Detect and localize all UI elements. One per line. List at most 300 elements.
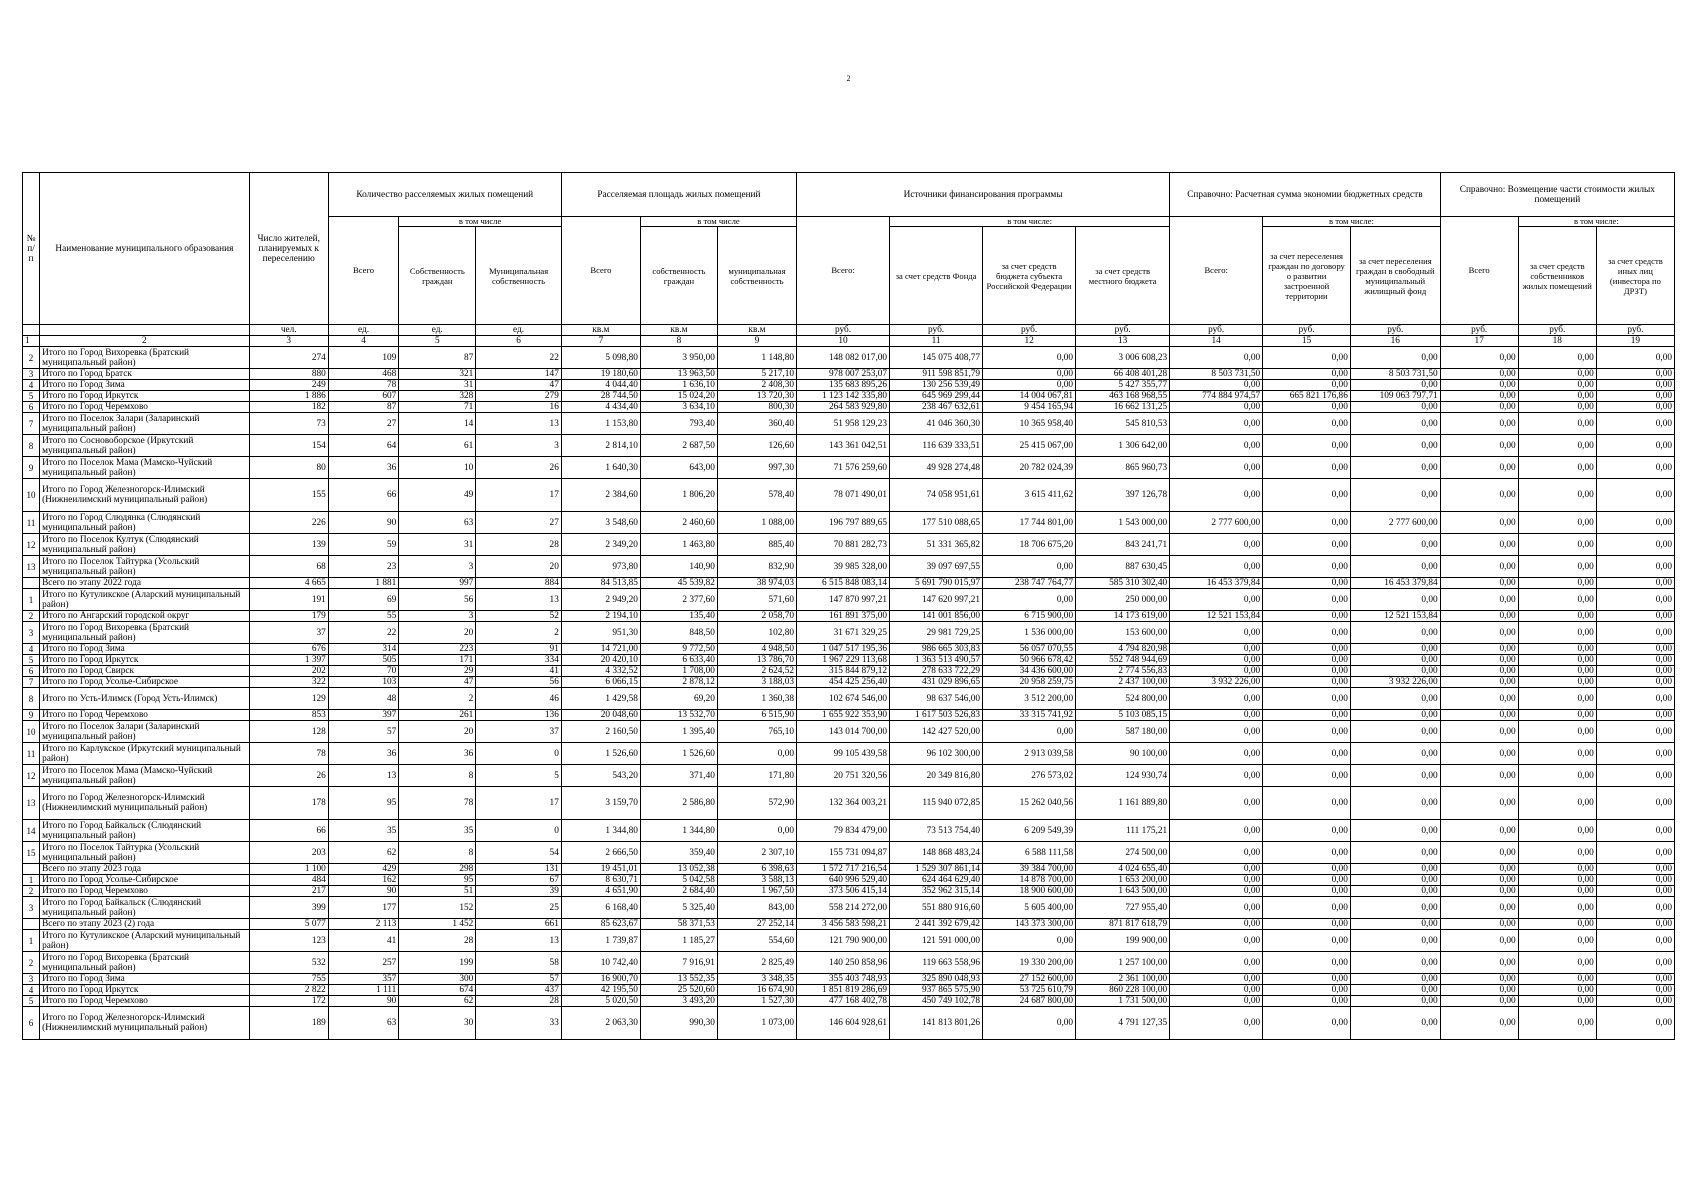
row-number: 2 bbox=[23, 952, 40, 974]
value-cell: 0,00 bbox=[1263, 655, 1351, 666]
value-cell: 274 500,00 bbox=[1076, 842, 1170, 864]
value-cell: 0,00 bbox=[1518, 897, 1596, 919]
value-cell: 39 bbox=[476, 886, 562, 897]
value-cell: 0,00 bbox=[1263, 974, 1351, 985]
municipality-name: Итого по Город Вихоревка (Братский муниципальный район) bbox=[40, 952, 250, 974]
table-row bbox=[23, 897, 1675, 919]
value-cell: 624 464 629,40 bbox=[890, 875, 983, 886]
value-cell: 800,30 bbox=[717, 402, 796, 413]
value-cell: 468 bbox=[328, 369, 399, 380]
value-cell: 20 782 024,39 bbox=[983, 457, 1076, 479]
value-cell: 0,00 bbox=[1440, 589, 1518, 611]
value-cell: 0,00 bbox=[1518, 688, 1596, 710]
value-cell: 1 123 142 335,80 bbox=[797, 391, 890, 402]
value-cell: 0,00 bbox=[1440, 391, 1518, 402]
value-cell: 13 bbox=[328, 765, 399, 787]
value-cell: 532 bbox=[249, 952, 328, 974]
value-cell: 0,00 bbox=[1350, 875, 1440, 886]
row-number: 2 bbox=[23, 347, 40, 369]
header-rooms-incl: в том числе bbox=[399, 217, 562, 227]
value-cell: 0,00 bbox=[983, 1007, 1076, 1040]
value-cell: 0 bbox=[476, 820, 562, 842]
value-cell: 587 180,00 bbox=[1076, 721, 1170, 743]
value-cell: 121 790 900,00 bbox=[797, 930, 890, 952]
value-cell: 1 529 307 861,14 bbox=[890, 864, 983, 875]
column-number: 15 bbox=[1263, 336, 1351, 347]
total-row bbox=[23, 578, 1675, 589]
value-cell: 0,00 bbox=[1263, 875, 1351, 886]
value-cell: 87 bbox=[328, 402, 399, 413]
value-cell: 1 536 000,00 bbox=[983, 622, 1076, 644]
value-cell: 261 bbox=[399, 710, 476, 721]
value-cell: 0,00 bbox=[1170, 666, 1263, 677]
value-cell: 3 159,70 bbox=[561, 787, 640, 820]
row-number: 7 bbox=[23, 677, 40, 688]
value-cell: 431 029 896,65 bbox=[890, 677, 983, 688]
value-cell: 0,00 bbox=[1440, 787, 1518, 820]
header-economy-incl: в том числе: bbox=[1263, 217, 1440, 227]
value-cell: 23 bbox=[328, 556, 399, 578]
value-cell: 357 bbox=[328, 974, 399, 985]
municipality-name: Итого по Город Черемхово bbox=[40, 710, 250, 721]
municipality-name: Итого по Город Байкальск (Слюдянский муниципальный район) bbox=[40, 820, 250, 842]
value-cell: 2 774 556,83 bbox=[1076, 666, 1170, 677]
value-cell: 78 bbox=[249, 743, 328, 765]
value-cell: 50 966 678,42 bbox=[983, 655, 1076, 666]
table-row bbox=[23, 952, 1675, 974]
value-cell: 2 349,20 bbox=[561, 534, 640, 556]
value-cell: 8 bbox=[399, 765, 476, 787]
value-cell: 145 075 408,77 bbox=[890, 347, 983, 369]
value-cell: 0,00 bbox=[1518, 1007, 1596, 1040]
table-row bbox=[23, 996, 1675, 1007]
value-cell: 62 bbox=[328, 842, 399, 864]
value-cell: 429 bbox=[328, 864, 399, 875]
value-cell: 0,00 bbox=[1596, 765, 1674, 787]
value-cell: 2 160,50 bbox=[561, 721, 640, 743]
value-cell: 162 bbox=[328, 875, 399, 886]
value-cell: 1 111 bbox=[328, 985, 399, 996]
value-cell: 2 bbox=[399, 688, 476, 710]
value-cell: 607 bbox=[328, 391, 399, 402]
value-cell: 0,00 bbox=[1440, 611, 1518, 622]
value-cell: 132 364 003,21 bbox=[797, 787, 890, 820]
header-econ-development: за счет переселения граждан по договору о развитии застроенной территории bbox=[1263, 227, 1351, 325]
value-cell: 0,00 bbox=[1518, 589, 1596, 611]
value-cell: 0,00 bbox=[1170, 919, 1263, 930]
header-funds-incl: в том числе: bbox=[890, 217, 1170, 227]
table-row bbox=[23, 886, 1675, 897]
value-cell: 4 024 655,40 bbox=[1076, 864, 1170, 875]
header-area-municipal: муниципальная собственность bbox=[717, 227, 796, 325]
header-group-rooms: Количество расселяемых жилых помещений bbox=[328, 173, 561, 217]
value-cell: 645 969 299,44 bbox=[890, 391, 983, 402]
column-numbers-row bbox=[23, 336, 1675, 347]
value-cell: 6 715 900,00 bbox=[983, 611, 1076, 622]
value-cell: 1 185,27 bbox=[640, 930, 717, 952]
value-cell: 13 bbox=[476, 413, 562, 435]
value-cell: 2 687,50 bbox=[640, 435, 717, 457]
value-cell: 0,00 bbox=[1170, 380, 1263, 391]
value-cell: 0,00 bbox=[1350, 985, 1440, 996]
value-cell: 0,00 bbox=[1440, 644, 1518, 655]
row-number: 9 bbox=[23, 710, 40, 721]
value-cell: 62 bbox=[399, 996, 476, 1007]
value-cell: 0,00 bbox=[1518, 787, 1596, 820]
value-cell: 0,00 bbox=[1263, 556, 1351, 578]
header-group-area: Расселяемая площадь жилых помещений bbox=[561, 173, 796, 217]
value-cell: 139 bbox=[249, 534, 328, 556]
page-number: 2 bbox=[846, 74, 851, 83]
value-cell: 79 834 479,00 bbox=[797, 820, 890, 842]
value-cell: 46 bbox=[476, 688, 562, 710]
value-cell: 2 bbox=[476, 622, 562, 644]
value-cell: 147 620 997,21 bbox=[890, 589, 983, 611]
value-cell: 27 252,14 bbox=[717, 919, 796, 930]
value-cell: 0,00 bbox=[1350, 435, 1440, 457]
value-cell: 1 527,30 bbox=[717, 996, 796, 1007]
value-cell: 2 624,52 bbox=[717, 666, 796, 677]
column-number: 19 bbox=[1596, 336, 1674, 347]
value-cell: 1 257 100,00 bbox=[1076, 952, 1170, 974]
value-cell: 66 bbox=[249, 820, 328, 842]
value-cell: 20 bbox=[476, 556, 562, 578]
value-cell: 73 bbox=[249, 413, 328, 435]
value-cell: 27 152 600,00 bbox=[983, 974, 1076, 985]
value-cell: 153 600,00 bbox=[1076, 622, 1170, 644]
value-cell: 5 103 085,15 bbox=[1076, 710, 1170, 721]
value-cell: 0,00 bbox=[1596, 919, 1674, 930]
value-cell: 71 576 259,60 bbox=[797, 457, 890, 479]
value-cell: 0,00 bbox=[1440, 952, 1518, 974]
value-cell: 33 bbox=[476, 1007, 562, 1040]
value-cell: 56 bbox=[399, 589, 476, 611]
table-row bbox=[23, 842, 1675, 864]
table-row bbox=[23, 644, 1675, 655]
value-cell: 832,90 bbox=[717, 556, 796, 578]
value-cell: 2 408,30 bbox=[717, 380, 796, 391]
value-cell: 34 436 600,00 bbox=[983, 666, 1076, 677]
value-cell: 0,00 bbox=[1518, 556, 1596, 578]
value-cell: 0,00 bbox=[1596, 622, 1674, 644]
unit-cell: кв.м bbox=[640, 325, 717, 336]
value-cell: 973,80 bbox=[561, 556, 640, 578]
value-cell: 0,00 bbox=[717, 820, 796, 842]
value-cell: 0,00 bbox=[1350, 721, 1440, 743]
value-cell: 0,00 bbox=[1350, 655, 1440, 666]
municipality-name: Итого по Поселок Залари (Заларинский муниципальный район) bbox=[40, 413, 250, 435]
municipality-name: Итого по Город Усолье-Сибирское bbox=[40, 677, 250, 688]
municipality-name: Итого по Город Зима bbox=[40, 644, 250, 655]
value-cell: 321 bbox=[399, 369, 476, 380]
value-cell: 15 024,20 bbox=[640, 391, 717, 402]
value-cell: 27 bbox=[328, 413, 399, 435]
value-cell: 51 958 129,23 bbox=[797, 413, 890, 435]
value-cell: 14 721,00 bbox=[561, 644, 640, 655]
value-cell: 0,00 bbox=[1596, 644, 1674, 655]
value-cell: 29 bbox=[399, 666, 476, 677]
value-cell: 39 985 328,00 bbox=[797, 556, 890, 578]
value-cell: 1 148,80 bbox=[717, 347, 796, 369]
value-cell: 0,00 bbox=[1170, 952, 1263, 974]
value-cell: 477 168 402,78 bbox=[797, 996, 890, 1007]
value-cell: 0,00 bbox=[1596, 556, 1674, 578]
value-cell: 0,00 bbox=[1350, 952, 1440, 974]
table-row bbox=[23, 622, 1675, 644]
row-number: 13 bbox=[23, 556, 40, 578]
value-cell: 31 bbox=[399, 534, 476, 556]
value-cell: 41 bbox=[476, 666, 562, 677]
value-cell: 3 512 200,00 bbox=[983, 688, 1076, 710]
value-cell: 63 bbox=[328, 1007, 399, 1040]
value-cell: 147 bbox=[476, 369, 562, 380]
value-cell: 0,00 bbox=[1350, 380, 1440, 391]
row-number: 3 bbox=[23, 974, 40, 985]
value-cell: 4 948,50 bbox=[717, 644, 796, 655]
municipality-name: Итого по Город Вихоревка (Братский муниципальный район) bbox=[40, 347, 250, 369]
value-cell: 26 bbox=[249, 765, 328, 787]
value-cell: 29 981 729,25 bbox=[890, 622, 983, 644]
value-cell: 42 195,50 bbox=[561, 985, 640, 996]
value-cell: 0,00 bbox=[1440, 1007, 1518, 1040]
value-cell: 19 451,01 bbox=[561, 864, 640, 875]
value-cell: 53 725 610,79 bbox=[983, 985, 1076, 996]
header-fund: за счет средств Фонда bbox=[890, 227, 983, 325]
value-cell: 0,00 bbox=[1518, 864, 1596, 875]
value-cell: 0,00 bbox=[1263, 666, 1351, 677]
value-cell: 20 048,60 bbox=[561, 710, 640, 721]
value-cell: 0,00 bbox=[1440, 666, 1518, 677]
value-cell: 0,00 bbox=[1263, 622, 1351, 644]
value-cell: 0,00 bbox=[717, 743, 796, 765]
value-cell: 0,00 bbox=[1518, 369, 1596, 380]
value-cell: 1 047 517 195,36 bbox=[797, 644, 890, 655]
value-cell: 0,00 bbox=[1518, 721, 1596, 743]
value-cell: 0,00 bbox=[1518, 622, 1596, 644]
value-cell: 0,00 bbox=[1440, 897, 1518, 919]
header-ref-others: за счет средств иных лиц (инвестора по ДРЗТ) bbox=[1596, 227, 1674, 325]
value-cell: 130 256 539,49 bbox=[890, 380, 983, 391]
value-cell: 238 467 632,61 bbox=[890, 402, 983, 413]
value-cell: 0,00 bbox=[1440, 512, 1518, 534]
table-row bbox=[23, 391, 1675, 402]
value-cell: 179 bbox=[249, 611, 328, 622]
value-cell: 1 153,80 bbox=[561, 413, 640, 435]
value-cell: 13 786,70 bbox=[717, 655, 796, 666]
value-cell: 39 384 700,00 bbox=[983, 864, 1076, 875]
value-cell: 1 708,00 bbox=[640, 666, 717, 677]
value-cell: 0,00 bbox=[1596, 380, 1674, 391]
value-cell: 0,00 bbox=[1596, 864, 1674, 875]
value-cell: 0,00 bbox=[1518, 842, 1596, 864]
value-cell: 997 bbox=[399, 578, 476, 589]
value-cell: 3 348,35 bbox=[717, 974, 796, 985]
value-cell: 0,00 bbox=[1263, 952, 1351, 974]
value-cell: 48 bbox=[328, 688, 399, 710]
value-cell: 843 241,71 bbox=[1076, 534, 1170, 556]
value-cell: 13 bbox=[476, 930, 562, 952]
value-cell: 0,00 bbox=[1596, 1007, 1674, 1040]
value-cell: 1 526,60 bbox=[561, 743, 640, 765]
value-cell: 13 720,30 bbox=[717, 391, 796, 402]
value-cell: 128 bbox=[249, 721, 328, 743]
value-cell: 12 521 153,84 bbox=[1350, 611, 1440, 622]
header-group-funds: Источники финансирования программы bbox=[797, 173, 1170, 217]
municipality-name: Итого по Город Иркутск bbox=[40, 985, 250, 996]
value-cell: 1 636,10 bbox=[640, 380, 717, 391]
value-cell: 49 928 274,48 bbox=[890, 457, 983, 479]
table-row bbox=[23, 457, 1675, 479]
municipality-name: Итого по Поселок Култук (Слюдянский муниципальный район) bbox=[40, 534, 250, 556]
value-cell: 0,00 bbox=[1350, 347, 1440, 369]
value-cell: 189 bbox=[249, 1007, 328, 1040]
value-cell: 199 900,00 bbox=[1076, 930, 1170, 952]
value-cell: 665 821 176,86 bbox=[1263, 391, 1351, 402]
value-cell: 0,00 bbox=[1440, 369, 1518, 380]
value-cell: 0,00 bbox=[1263, 864, 1351, 875]
value-cell: 0,00 bbox=[1350, 897, 1440, 919]
municipality-name: Итого по Поселок Залари (Заларинский муниципальный район) bbox=[40, 721, 250, 743]
value-cell: 1 363 513 490,57 bbox=[890, 655, 983, 666]
value-cell: 124 930,74 bbox=[1076, 765, 1170, 787]
value-cell: 0,00 bbox=[1518, 479, 1596, 512]
value-cell: 0,00 bbox=[1440, 930, 1518, 952]
value-cell: 997,30 bbox=[717, 457, 796, 479]
value-cell: 640 996 529,40 bbox=[797, 875, 890, 886]
value-cell: 3 932 226,00 bbox=[1170, 677, 1263, 688]
value-cell: 16 453 379,84 bbox=[1170, 578, 1263, 589]
value-cell: 5 691 790 015,97 bbox=[890, 578, 983, 589]
value-cell: 0,00 bbox=[1596, 974, 1674, 985]
total-row bbox=[23, 864, 1675, 875]
value-cell: 0,00 bbox=[1263, 996, 1351, 1007]
value-cell: 26 bbox=[476, 457, 562, 479]
table-row bbox=[23, 435, 1675, 457]
unit-cell: руб. bbox=[797, 325, 890, 336]
value-cell: 0,00 bbox=[1518, 435, 1596, 457]
value-cell: 0,00 bbox=[1440, 413, 1518, 435]
value-cell: 13 bbox=[476, 589, 562, 611]
value-cell: 1 967,50 bbox=[717, 886, 796, 897]
row-number: 6 bbox=[23, 666, 40, 677]
value-cell: 0,00 bbox=[1263, 886, 1351, 897]
column-number: 13 bbox=[1076, 336, 1170, 347]
value-cell: 25 520,60 bbox=[640, 985, 717, 996]
municipality-name: Итого по Город Вихоревка (Братский муниципальный район) bbox=[40, 622, 250, 644]
value-cell: 257 bbox=[328, 952, 399, 974]
value-cell: 238 747 764,77 bbox=[983, 578, 1076, 589]
value-cell: 0,00 bbox=[1263, 347, 1351, 369]
value-cell: 884 bbox=[476, 578, 562, 589]
value-cell: 0,00 bbox=[1263, 589, 1351, 611]
value-cell: 0,00 bbox=[1518, 578, 1596, 589]
value-cell: 551 880 916,60 bbox=[890, 897, 983, 919]
table-row bbox=[23, 677, 1675, 688]
value-cell: 1 344,80 bbox=[561, 820, 640, 842]
value-cell: 90 bbox=[328, 886, 399, 897]
value-cell: 543,20 bbox=[561, 765, 640, 787]
value-cell: 848,50 bbox=[640, 622, 717, 644]
value-cell: 0,00 bbox=[1263, 721, 1351, 743]
header-area-total: Всего bbox=[561, 217, 640, 325]
value-cell: 0,00 bbox=[1596, 347, 1674, 369]
value-cell: 1 344,80 bbox=[640, 820, 717, 842]
value-cell: 4 665 bbox=[249, 578, 328, 589]
value-cell: 505 bbox=[328, 655, 399, 666]
value-cell: 0,00 bbox=[1440, 622, 1518, 644]
row-number: 1 bbox=[23, 589, 40, 611]
value-cell: 57 bbox=[476, 974, 562, 985]
value-cell: 0,00 bbox=[1350, 556, 1440, 578]
value-cell: 0,00 bbox=[1263, 688, 1351, 710]
municipality-name: Итого по Город Железногорск-Илимский (Нижнеилимский муниципальный район) bbox=[40, 1007, 250, 1040]
row-number: 1 bbox=[23, 930, 40, 952]
value-cell: 1 731 500,00 bbox=[1076, 996, 1170, 1007]
value-cell: 0,00 bbox=[1263, 578, 1351, 589]
value-cell: 585 310 302,40 bbox=[1076, 578, 1170, 589]
value-cell: 143 373 300,00 bbox=[983, 919, 1076, 930]
table-row bbox=[23, 380, 1675, 391]
value-cell: 3 bbox=[476, 435, 562, 457]
unit-cell: кв.м bbox=[561, 325, 640, 336]
header-refund-incl: в том числе: bbox=[1518, 217, 1674, 227]
value-cell: 2 113 bbox=[328, 919, 399, 930]
value-cell: 98 637 546,00 bbox=[890, 688, 983, 710]
value-cell: 119 663 558,96 bbox=[890, 952, 983, 974]
value-cell: 2 460,60 bbox=[640, 512, 717, 534]
value-cell: 0,00 bbox=[1263, 743, 1351, 765]
value-cell: 38 974,03 bbox=[717, 578, 796, 589]
value-cell: 0,00 bbox=[983, 380, 1076, 391]
value-cell: 0,00 bbox=[1170, 842, 1263, 864]
value-cell: 5 077 bbox=[249, 919, 328, 930]
value-cell: 0,00 bbox=[1440, 721, 1518, 743]
value-cell: 328 bbox=[399, 391, 476, 402]
value-cell: 558 214 272,00 bbox=[797, 897, 890, 919]
value-cell: 103 bbox=[328, 677, 399, 688]
municipality-name: Итого по Город Свирск bbox=[40, 666, 250, 677]
unit-cell: чел. bbox=[249, 325, 328, 336]
value-cell: 0,00 bbox=[1596, 655, 1674, 666]
table-row bbox=[23, 710, 1675, 721]
value-cell: 0,00 bbox=[1350, 919, 1440, 930]
municipality-name: Итого по Сосновоборское (Иркутский муниципальный район) bbox=[40, 435, 250, 457]
municipality-name: Всего по этапу 2023 года bbox=[40, 864, 250, 875]
column-number: 17 bbox=[1440, 336, 1518, 347]
value-cell: 58 bbox=[476, 952, 562, 974]
value-cell: 37 bbox=[476, 721, 562, 743]
value-cell: 0,00 bbox=[1440, 457, 1518, 479]
value-cell: 676 bbox=[249, 644, 328, 655]
value-cell: 129 bbox=[249, 688, 328, 710]
value-cell: 0,00 bbox=[1263, 842, 1351, 864]
value-cell: 765,10 bbox=[717, 721, 796, 743]
value-cell: 131 bbox=[476, 864, 562, 875]
value-cell: 885,40 bbox=[717, 534, 796, 556]
value-cell: 172 bbox=[249, 996, 328, 1007]
header-area-own-citizens: собственность граждан bbox=[640, 227, 717, 325]
value-cell: 0 bbox=[476, 743, 562, 765]
value-cell: 0,00 bbox=[1596, 402, 1674, 413]
value-cell: 2 063,30 bbox=[561, 1007, 640, 1040]
value-cell: 276 573,02 bbox=[983, 765, 1076, 787]
value-cell: 13 052,38 bbox=[640, 864, 717, 875]
value-cell: 0,00 bbox=[1350, 930, 1440, 952]
value-cell: 661 bbox=[476, 919, 562, 930]
value-cell: 325 890 048,93 bbox=[890, 974, 983, 985]
value-cell: 0,00 bbox=[1596, 820, 1674, 842]
value-cell: 0,00 bbox=[983, 347, 1076, 369]
